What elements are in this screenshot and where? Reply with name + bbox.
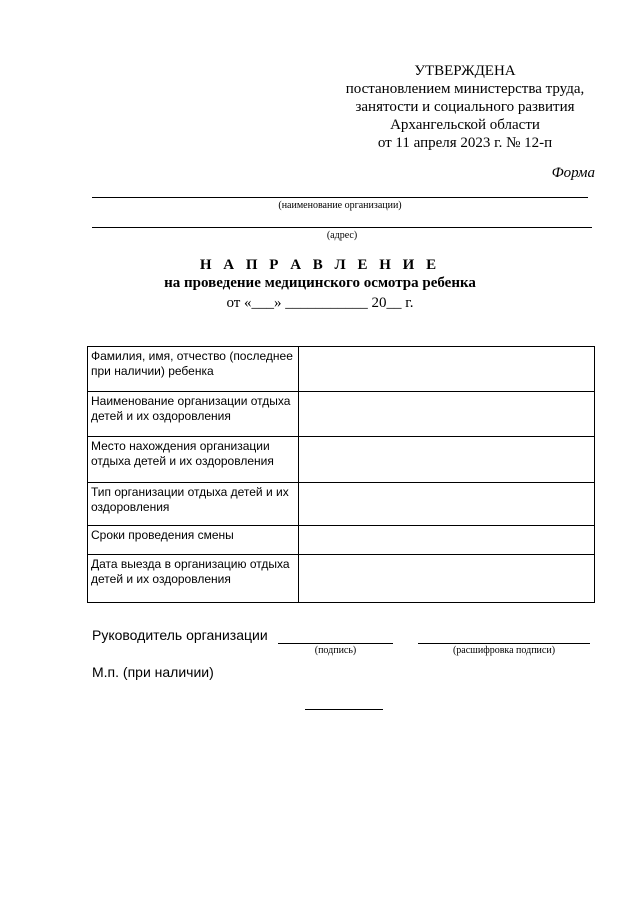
approval-line: занятости и социального развития [355,99,575,115]
approval-line: Архангельской области [390,117,540,133]
table-row [88,483,595,526]
row-label: Фамилия, имя, отчество (последнее при наличии) ребенка [88,347,299,392]
document-title: Н А П Р А В Л Е Н И Е [199,257,441,273]
document-title-block [0,256,640,313]
row-value[interactable] [299,392,595,437]
approval-block [330,62,600,152]
org-name-caption: (наименование организации) [278,200,402,211]
address-line [92,227,592,228]
table-row [88,437,595,483]
row-label: Дата выезда в организацию отдыха детей и их оздоровления [88,555,299,603]
document-subtitle: на проведение медицинского осмотра ребенка [164,275,476,291]
approval-line: УТВЕРЖДЕНА [414,63,516,79]
address-caption: (адрес) [326,230,358,241]
row-value[interactable] [299,526,595,555]
signature-line [278,643,393,644]
stamp-label: М.п. (при наличии) [92,664,214,680]
table-row [88,347,595,392]
row-value[interactable] [299,437,595,483]
table-row [88,555,595,603]
signature-caption: (подпись) [314,645,357,656]
org-name-line [92,197,588,198]
document-date-line: от «___» ___________ 20__ г. [226,295,414,311]
approval-line: от 11 апреля 2023 г. № 12-п [377,135,553,151]
row-label: Сроки проведения смены [88,526,299,555]
separator-line [305,709,383,710]
table-row [88,526,595,555]
signature-decode-line [418,643,590,644]
row-value[interactable] [299,347,595,392]
row-label: Наименование организации отдыха детей и их оздоровления [88,392,299,437]
form-label: Форма [551,165,595,181]
row-label: Тип организации отдыха детей и их оздоровления [88,483,299,526]
referral-table [87,346,595,603]
row-value[interactable] [299,483,595,526]
approval-line: постановлением министерства труда, [345,81,585,97]
row-value[interactable] [299,555,595,603]
row-label: Место нахождения организации отдыха детей и их оздоровления [88,437,299,483]
head-of-organization-label: Руководитель организации [92,627,268,643]
signature-decode-caption: (расшифровка подписи) [452,645,556,656]
table-row [88,392,595,437]
